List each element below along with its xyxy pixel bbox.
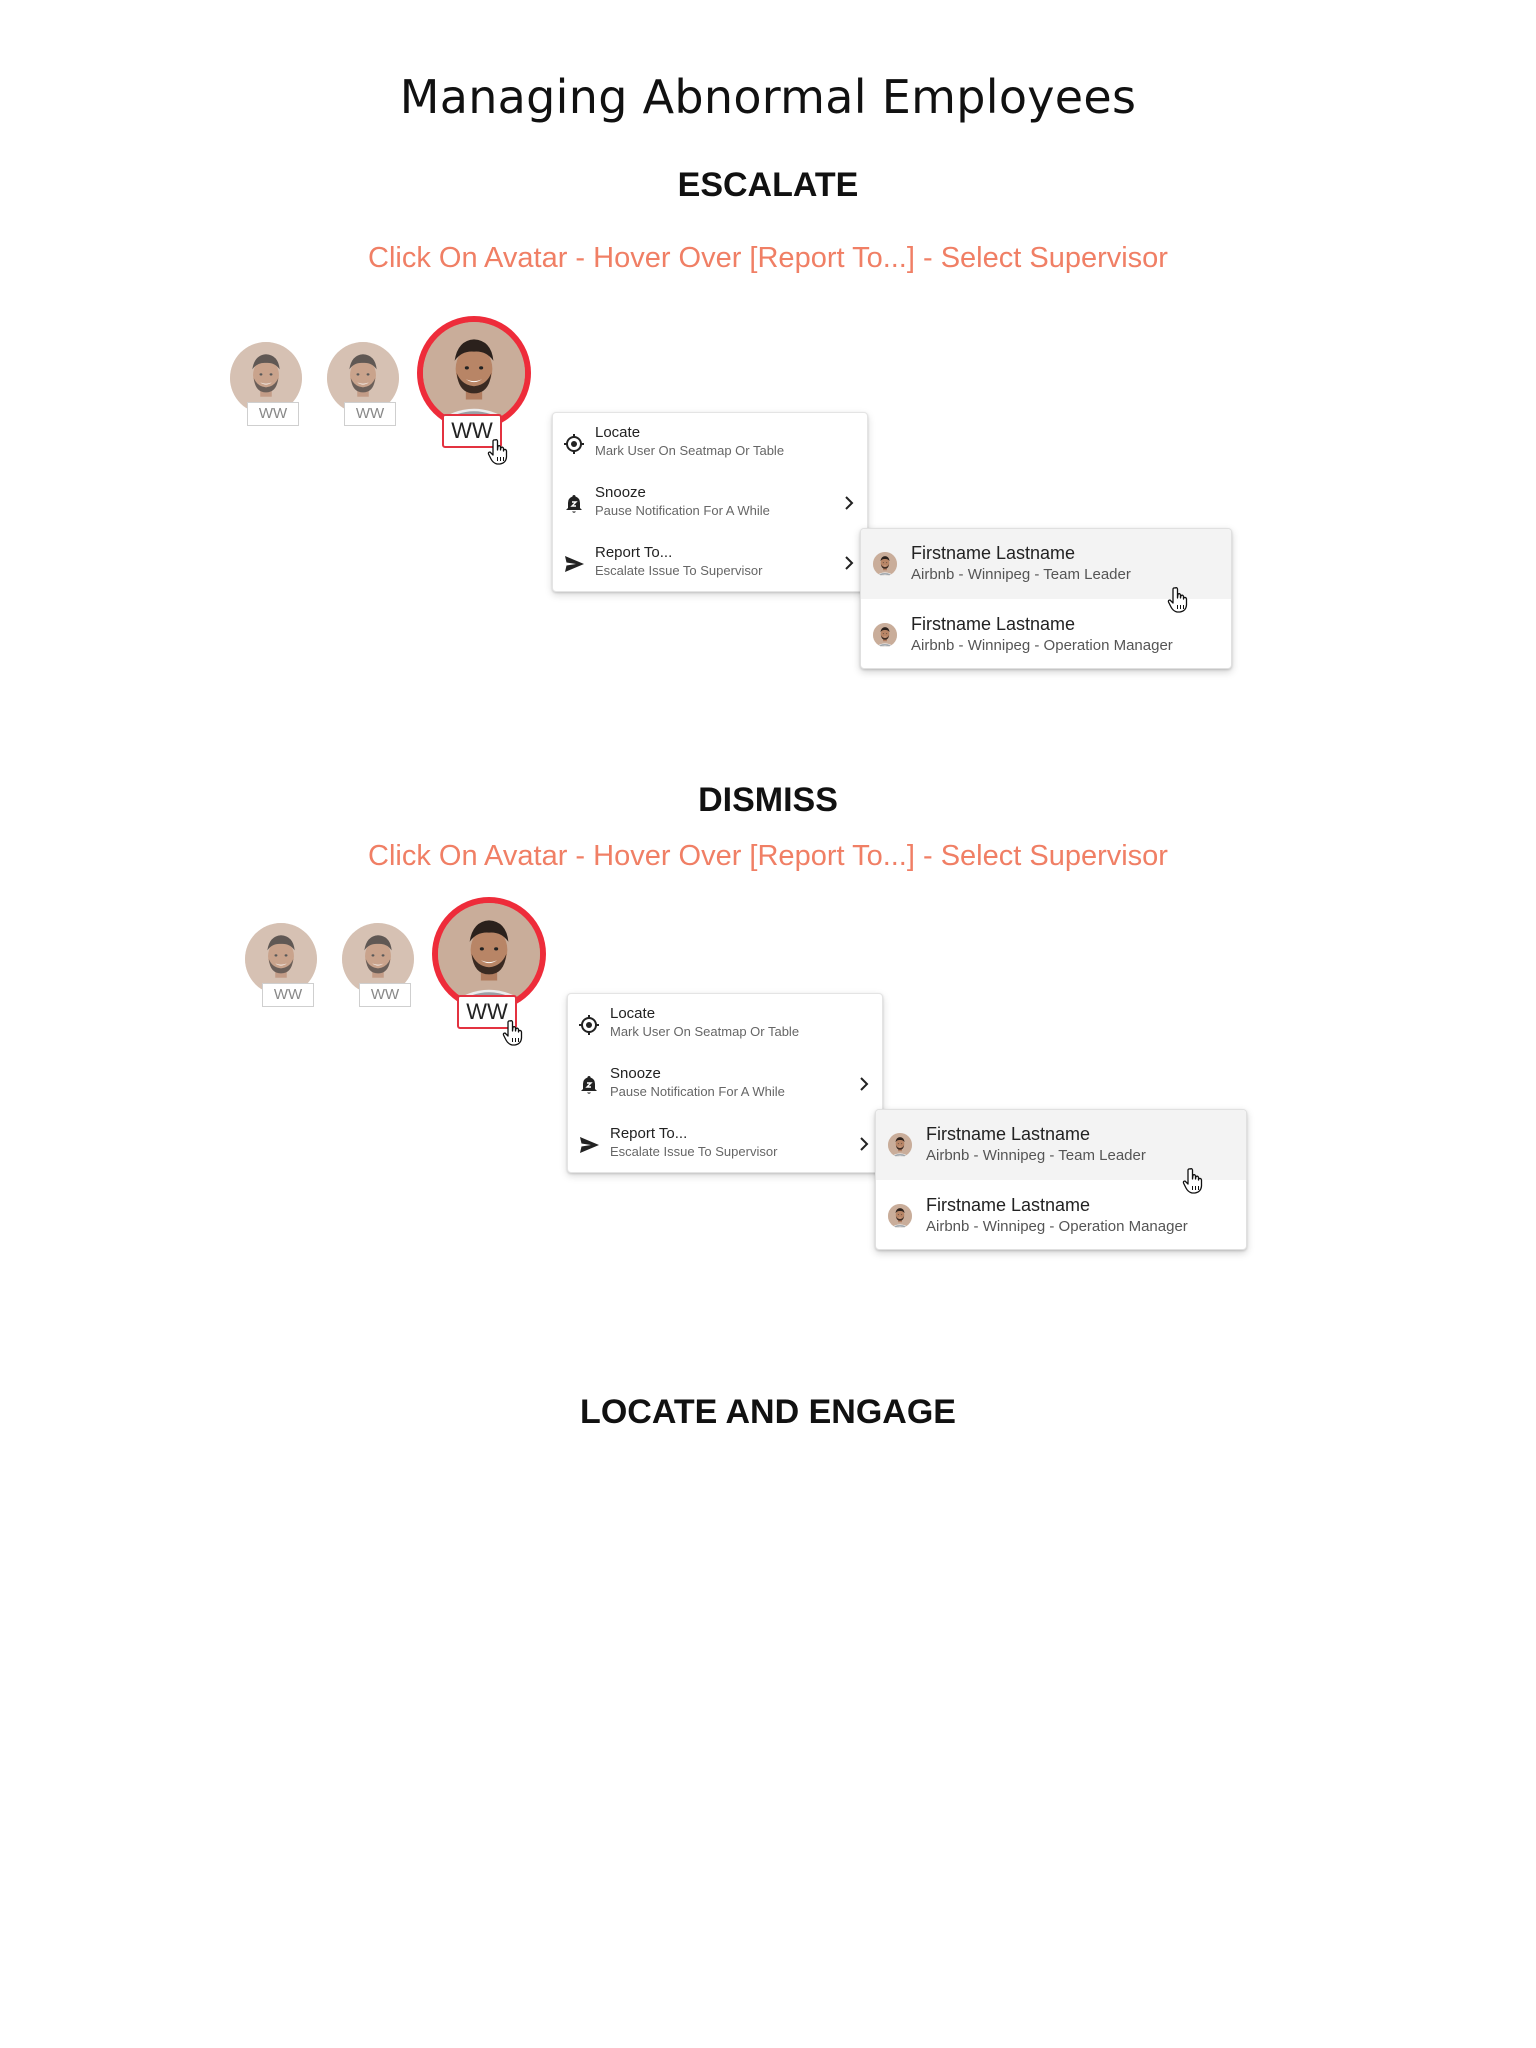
supervisor-name: Firstname Lastname (911, 543, 1076, 563)
instruction-escalate: Click On Avatar - Hover Over [Report To...] - Select Supervisor (368, 242, 1168, 274)
chevron-right-icon (843, 495, 855, 511)
supervisor-detail: Airbnb - Winnipeg - Operation Manager (926, 1218, 1188, 1235)
supervisor-detail: Airbnb - Winnipeg - Team Leader (911, 566, 1131, 583)
menu-item-description: Escalate Issue To Supervisor (610, 1144, 778, 1159)
hand-cursor-icon (487, 438, 511, 466)
menu-item-report-to[interactable] (568, 1116, 884, 1174)
dismiss-demo (245, 897, 1295, 1277)
hand-cursor-icon (502, 1019, 526, 1047)
menu-item-locate[interactable] (568, 996, 884, 1054)
avatar-tag: WW (359, 983, 411, 1007)
supervisor-detail: Airbnb - Winnipeg - Team Leader (926, 1147, 1146, 1164)
chevron-right-icon (858, 1136, 870, 1152)
supervisor-name: Firstname Lastname (926, 1124, 1091, 1144)
context-menu (552, 412, 868, 592)
menu-item-label: Report To... (610, 1125, 688, 1142)
person-photo (423, 322, 525, 424)
selected-avatar-tag: WW (442, 414, 502, 448)
avatar (873, 552, 897, 576)
menu-item-snooze[interactable] (568, 1056, 884, 1114)
menu-item-description: Escalate Issue To Supervisor (595, 563, 763, 578)
selected-avatar-tag: WW (457, 995, 517, 1029)
person-photo (438, 903, 540, 1005)
bell-icon (578, 1074, 600, 1096)
target-icon (563, 433, 585, 455)
menu-item-report-to[interactable] (553, 535, 869, 593)
menu-item-label: Snooze (610, 1065, 661, 1082)
avatar-tag: WW (247, 402, 299, 426)
chevron-right-icon (858, 1076, 870, 1092)
supervisor-name: Firstname Lastname (911, 614, 1076, 634)
menu-item-description: Pause Notification For A While (595, 503, 770, 518)
menu-item-snooze[interactable] (553, 475, 869, 533)
avatar (888, 1133, 912, 1157)
avatar-tag: WW (344, 402, 396, 426)
avatar-tag: WW (262, 983, 314, 1007)
selected-avatar[interactable] (417, 316, 531, 430)
menu-item-label: Snooze (595, 484, 646, 501)
selected-avatar[interactable] (432, 897, 546, 1011)
menu-item-description: Mark User On Seatmap Or Table (610, 1024, 800, 1039)
menu-item-label: Locate (610, 1005, 656, 1022)
section-title-escalate: ESCALATE (677, 166, 859, 204)
menu-item-label: Report To... (595, 544, 673, 561)
context-menu (567, 993, 883, 1173)
menu-item-description: Pause Notification For A While (610, 1084, 785, 1099)
escalate-demo (230, 316, 1280, 696)
bell-icon (563, 493, 585, 515)
chevron-right-icon (843, 555, 855, 571)
send-icon (578, 1134, 600, 1156)
section-title-dismiss: DISMISS (698, 781, 838, 819)
send-icon (563, 553, 585, 575)
hand-cursor-icon (1167, 586, 1191, 614)
section-title-locate-and-engage: LOCATE AND ENGAGE (580, 1393, 956, 1431)
supervisor-name: Firstname Lastname (926, 1195, 1091, 1215)
avatar (873, 623, 897, 647)
menu-item-locate[interactable] (553, 415, 869, 473)
menu-item-description: Mark User On Seatmap Or Table (595, 443, 785, 458)
instruction-dismiss: Click On Avatar - Hover Over [Report To...] - Select Supervisor (368, 840, 1168, 872)
avatar (888, 1204, 912, 1228)
target-icon (578, 1014, 600, 1036)
hand-cursor-icon (1182, 1167, 1206, 1195)
page-title: Managing Abnormal Employees (399, 70, 1137, 124)
supervisor-detail: Airbnb - Winnipeg - Operation Manager (911, 637, 1173, 654)
menu-item-label: Locate (595, 424, 641, 441)
